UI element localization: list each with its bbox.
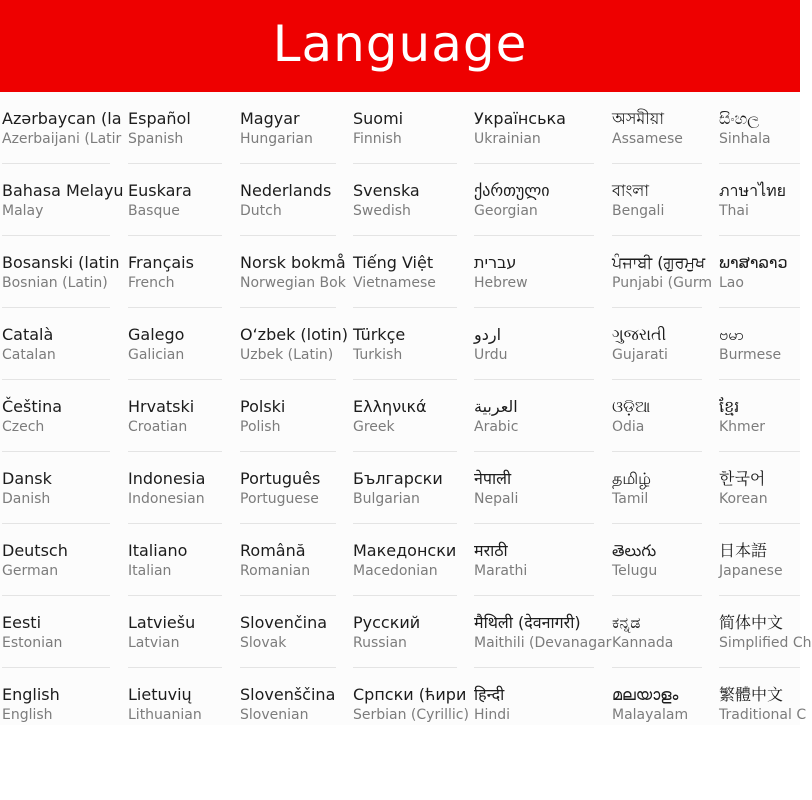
language-native-name: Tiếng Việt: [353, 253, 434, 272]
language-item[interactable]: [474, 380, 594, 452]
language-column: [719, 92, 812, 725]
language-native-name: मराठी: [474, 541, 508, 560]
language-native-name: Македонски: [353, 541, 457, 560]
language-english-name: Hungarian: [240, 131, 313, 147]
language-english-name: Azerbaijani (Latir: [2, 131, 122, 147]
language-english-name: Bulgarian: [353, 491, 420, 507]
language-item[interactable]: [353, 596, 457, 668]
language-item[interactable]: [474, 164, 594, 236]
language-english-name: Georgian: [474, 203, 538, 219]
language-native-name: Deutsch: [2, 541, 68, 560]
language-english-name: Nepali: [474, 491, 519, 507]
language-english-name: Korean: [719, 491, 768, 507]
language-native-name: ខ្មែរ: [719, 397, 740, 416]
language-native-name: Indonesia: [128, 469, 206, 488]
language-item[interactable]: [2, 596, 110, 668]
language-english-name: Punjabi (Gurm: [612, 275, 712, 291]
language-item[interactable]: [128, 92, 222, 164]
language-english-name: Swedish: [353, 203, 411, 219]
language-native-name: العربية: [474, 397, 518, 416]
language-item[interactable]: [353, 308, 457, 380]
language-column: [612, 92, 712, 725]
language-native-name: 简体中文: [719, 613, 784, 632]
language-english-name: Romanian: [240, 563, 311, 579]
language-item[interactable]: [240, 380, 336, 452]
language-column: [240, 92, 349, 725]
language-native-name: मैथिली (देवनागरी): [474, 613, 581, 632]
language-english-name: Khmer: [719, 419, 766, 435]
language-english-name: Simplified Ch: [719, 635, 812, 651]
language-english-name: German: [2, 563, 59, 579]
language-english-name: Ukrainian: [474, 131, 541, 147]
language-column: [474, 92, 612, 725]
language-item[interactable]: [128, 380, 222, 452]
language-native-name: ಕನ್ನಡ: [612, 613, 641, 632]
language-item[interactable]: [353, 164, 457, 236]
language-english-name: Macedonian: [353, 563, 438, 579]
language-native-name: Svenska: [353, 181, 420, 200]
language-native-name: বাংলা: [612, 181, 649, 200]
language-native-name: اردو: [474, 325, 502, 344]
language-column: [2, 92, 124, 725]
language-english-name: Galician: [128, 347, 185, 363]
language-native-name: Lietuvių: [128, 685, 192, 704]
language-native-name: हिन्दी: [474, 685, 505, 704]
language-native-name: Norsk bokmå: [240, 253, 346, 272]
language-item[interactable]: [2, 308, 110, 380]
header-bar: [0, 0, 800, 92]
language-item[interactable]: [240, 164, 336, 236]
language-item[interactable]: [612, 380, 702, 452]
language-native-name: English: [2, 685, 60, 704]
language-item[interactable]: [240, 524, 336, 596]
language-native-name: Bahasa Melayu: [2, 181, 124, 200]
language-english-name: Latvian: [128, 635, 180, 651]
language-english-name: Norwegian Bok: [240, 275, 346, 291]
language-english-name: Odia: [612, 419, 645, 435]
language-item[interactable]: [612, 596, 702, 668]
language-item[interactable]: [474, 524, 594, 596]
language-native-name: Čeština: [2, 397, 63, 416]
language-native-name: ภาษาไทย: [719, 181, 787, 200]
language-english-name: French: [128, 275, 175, 291]
language-english-name: Lao: [719, 275, 744, 291]
language-native-name: Dansk: [2, 469, 52, 488]
language-native-name: Italiano: [128, 541, 188, 560]
language-native-name: Français: [128, 253, 194, 272]
language-item[interactable]: [2, 164, 124, 236]
language-native-name: ગુજરાતી: [612, 325, 667, 344]
language-native-name: தமிழ்: [612, 469, 652, 488]
language-english-name: Russian: [353, 635, 407, 651]
language-native-name: 繁體中文: [719, 685, 784, 704]
language-native-name: Русский: [353, 613, 421, 632]
language-english-name: Arabic: [474, 419, 519, 435]
language-item[interactable]: [2, 236, 120, 308]
language-native-name: 日本語: [719, 541, 768, 560]
language-native-name: ქართული: [474, 181, 550, 200]
language-item[interactable]: [240, 92, 336, 164]
language-item[interactable]: [612, 524, 702, 596]
language-english-name: Spanish: [128, 131, 184, 147]
language-native-name: עברית: [474, 253, 517, 272]
language-english-name: Turkish: [353, 347, 403, 363]
language-native-name: Українська: [474, 109, 566, 128]
language-english-name: Polish: [240, 419, 281, 435]
language-native-name: Azərbaycan (la: [2, 109, 122, 128]
language-native-name: Polski: [240, 397, 286, 416]
language-item[interactable]: [240, 308, 349, 380]
language-item[interactable]: [719, 164, 800, 236]
language-item[interactable]: [612, 92, 702, 164]
language-item[interactable]: [2, 524, 110, 596]
language-native-name: తెలుగు: [612, 541, 657, 560]
language-item[interactable]: [128, 596, 222, 668]
language-english-name: Bengali: [612, 203, 665, 219]
language-english-name: Thai: [719, 203, 749, 219]
language-item[interactable]: [474, 236, 594, 308]
language-native-name: 한국어: [719, 469, 766, 488]
language-english-name: Japanese: [719, 563, 783, 579]
language-english-name: Telugu: [612, 563, 658, 579]
language-english-name: Malay: [2, 203, 44, 219]
language-item[interactable]: [474, 596, 612, 668]
language-english-name: Finnish: [353, 131, 402, 147]
language-english-name: Kannada: [612, 635, 674, 651]
language-english-name: Hindi: [474, 707, 511, 723]
language-native-name: Ελληνικά: [353, 397, 427, 416]
language-english-name: Bosnian (Latin): [2, 275, 108, 291]
language-item[interactable]: [719, 524, 800, 596]
language-item[interactable]: [474, 452, 594, 524]
language-english-name: Tamil: [612, 491, 649, 507]
language-item[interactable]: [2, 452, 110, 524]
language-english-name: Vietnamese: [353, 275, 436, 291]
language-native-name: Galego: [128, 325, 185, 344]
language-item[interactable]: [128, 308, 222, 380]
language-native-name: Slovenčina: [240, 613, 328, 632]
language-item[interactable]: [2, 380, 110, 452]
language-native-name: Latviešu: [128, 613, 196, 632]
language-native-name: O‘zbek (lotin): [240, 325, 349, 344]
language-english-name: Maithili (Devanagar: [474, 635, 612, 651]
language-english-name: Estonian: [2, 635, 63, 651]
language-native-name: Català: [2, 325, 54, 344]
language-english-name: Catalan: [2, 347, 56, 363]
language-item[interactable]: [353, 92, 457, 164]
page-title: Language: [272, 15, 528, 73]
language-english-name: Hebrew: [474, 275, 528, 291]
language-native-name: Suomi: [353, 109, 404, 128]
language-native-name: Bosanski (latin: [2, 253, 120, 272]
language-native-name: Nederlands: [240, 181, 332, 200]
language-item[interactable]: [474, 308, 594, 380]
language-item[interactable]: [128, 452, 222, 524]
language-native-name: ਪੰਜਾਬੀ (ਗੁਰਮੁਖ: [612, 253, 706, 272]
language-native-name: Português: [240, 469, 321, 488]
language-native-name: অসমীয়া: [612, 109, 664, 128]
language-native-name: ພາສາລາວ: [719, 253, 788, 272]
language-english-name: Marathi: [474, 563, 528, 579]
blank-area: [0, 725, 800, 800]
language-english-name: Traditional C: [719, 707, 807, 723]
language-english-name: Czech: [2, 419, 45, 435]
language-native-name: සිංහල: [719, 109, 760, 128]
language-item[interactable]: [612, 308, 702, 380]
language-english-name: Burmese: [719, 347, 782, 363]
language-native-name: Euskara: [128, 181, 192, 200]
language-native-name: Српски (ћири: [353, 685, 467, 704]
language-english-name: Basque: [128, 203, 180, 219]
language-item[interactable]: [612, 236, 712, 308]
language-item[interactable]: [719, 236, 800, 308]
language-english-name: Uzbek (Latin): [240, 347, 334, 363]
language-english-name: Greek: [353, 419, 395, 435]
language-item[interactable]: [128, 164, 222, 236]
language-item[interactable]: [353, 452, 457, 524]
language-item[interactable]: [128, 524, 222, 596]
language-english-name: English: [2, 707, 53, 723]
language-item[interactable]: [612, 164, 702, 236]
language-english-name: Italian: [128, 563, 172, 579]
language-english-name: Malayalam: [612, 707, 689, 723]
language-english-name: Urdu: [474, 347, 508, 363]
language-english-name: Lithuanian: [128, 707, 202, 723]
language-item[interactable]: [240, 452, 336, 524]
language-item[interactable]: [353, 236, 457, 308]
language-native-name: Hrvatski: [128, 397, 195, 416]
language-item[interactable]: [128, 236, 222, 308]
language-native-name: Български: [353, 469, 443, 488]
language-item[interactable]: [719, 452, 800, 524]
language-native-name: Magyar: [240, 109, 300, 128]
language-item[interactable]: [719, 596, 812, 668]
language-english-name: Slovenian: [240, 707, 309, 723]
language-english-name: Danish: [2, 491, 51, 507]
language-item[interactable]: [719, 380, 800, 452]
language-native-name: ଓଡ଼ିଆ: [612, 397, 651, 416]
language-native-name: ဗမာ: [719, 325, 744, 344]
language-grid: [0, 92, 812, 725]
language-native-name: Română: [240, 541, 306, 560]
language-item[interactable]: [353, 380, 457, 452]
language-english-name: Slovak: [240, 635, 287, 651]
language-english-name: Sinhala: [719, 131, 771, 147]
language-native-name: മലയാളം: [612, 685, 679, 704]
language-native-name: नेपाली: [474, 469, 512, 488]
language-english-name: Assamese: [612, 131, 683, 147]
language-column: [353, 92, 469, 725]
language-item[interactable]: [719, 92, 800, 164]
language-item[interactable]: [240, 236, 346, 308]
language-item[interactable]: [612, 452, 702, 524]
language-english-name: Serbian (Cyrillic): [353, 707, 469, 723]
language-english-name: Gujarati: [612, 347, 668, 363]
language-native-name: Eesti: [2, 613, 42, 632]
language-item[interactable]: [719, 308, 800, 380]
language-english-name: Dutch: [240, 203, 282, 219]
language-english-name: Portuguese: [240, 491, 319, 507]
language-item[interactable]: [2, 92, 122, 164]
language-english-name: Indonesian: [128, 491, 205, 507]
language-item[interactable]: [474, 92, 594, 164]
language-native-name: Slovenščina: [240, 685, 336, 704]
language-item[interactable]: [240, 596, 336, 668]
language-english-name: Croatian: [128, 419, 188, 435]
language-native-name: Español: [128, 109, 191, 128]
language-native-name: Türkçe: [353, 325, 406, 344]
language-column: [128, 92, 222, 725]
language-item[interactable]: [353, 524, 457, 596]
